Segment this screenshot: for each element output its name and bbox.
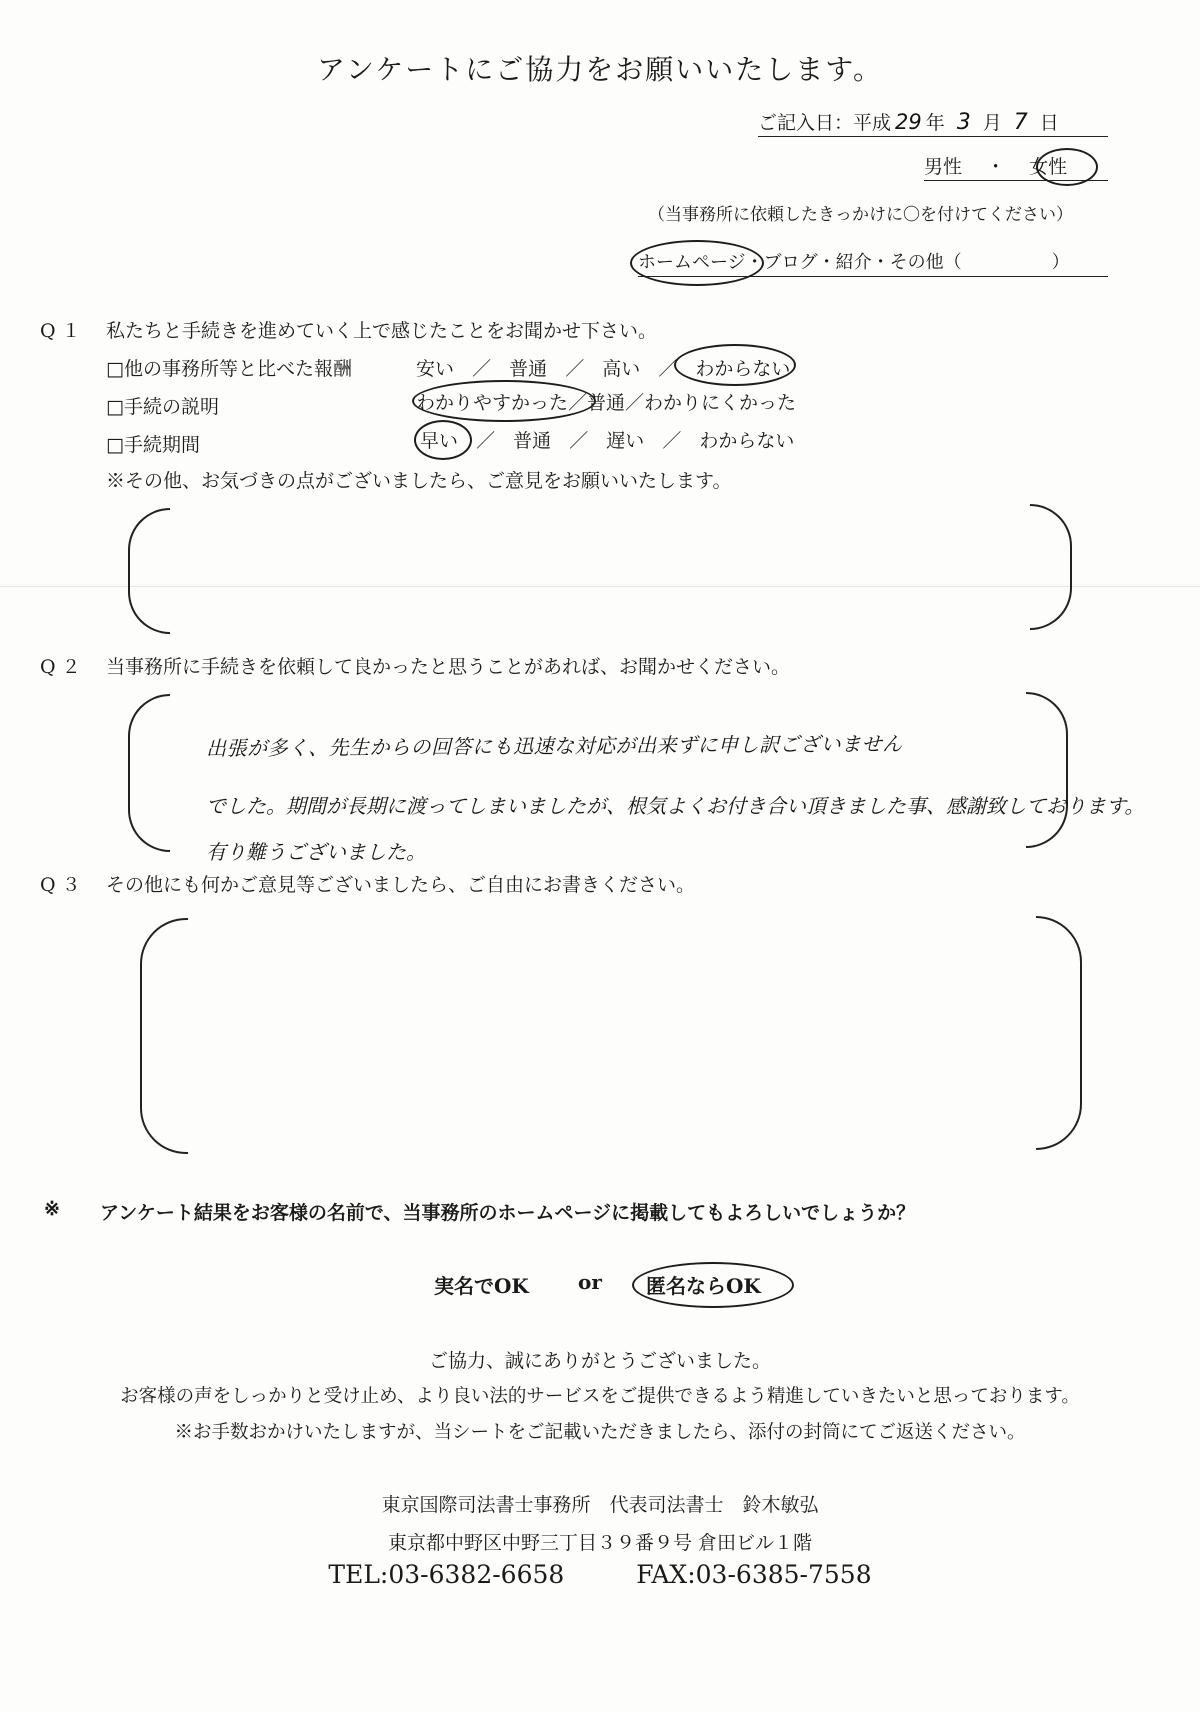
q3-question: その他にも何かご意見等ございましたら、ご自由にお書きください。 (106, 874, 696, 896)
office-tel: TEL:03-6382-6658 (328, 1560, 565, 1589)
office-contact (0, 1560, 1200, 1589)
q2-answer-bracket-right (1026, 692, 1068, 848)
q3-answer-bracket-left (140, 918, 188, 1154)
trigger-instruction: （当事務所に依頼したきっかけに〇を付けてください） (648, 205, 1073, 225)
q1-number: Q１ (40, 320, 87, 342)
option-expensive[interactable]: 高い (602, 358, 641, 380)
thanks-line-1: ご協力、誠にありがとうございました。 (428, 1350, 771, 1372)
gender-female[interactable]: 女性 (1029, 156, 1068, 178)
publish-question: アンケート結果をお客様の名前で、当事務所のホームページに掲載してもよろしいでしょうか？ (100, 1202, 916, 1224)
selection-circle (632, 1262, 794, 1308)
selection-circle (414, 420, 472, 460)
option-normal[interactable]: 普通 (509, 358, 548, 380)
office-address: 東京都中野区中野三丁目３９番９号 倉田ビル１階 (387, 1532, 813, 1554)
date-label: ご記入日：平成 (758, 112, 892, 134)
q3-number: Q３ (40, 874, 87, 896)
date-month-value: 3 (956, 110, 971, 135)
thanks-line-3: ※お手数おかけいたしますが、当シートをご記載いただきましたら、添付の封筒にてご返送ください。 (174, 1422, 1026, 1443)
q2-answer-bracket-left (128, 694, 170, 852)
q2-answer-line-1[interactable]: 出張が多く、先生からの回答にも迅速な対応が出来ずに申し訳ございません (205, 731, 903, 761)
paper-fold-line (0, 586, 1200, 587)
q2-answer-line-2[interactable]: でした。期間が長期に渡ってしまいましたが、根気よくお付き合い頂きました事、感謝致しております。 (206, 794, 1145, 818)
option-separator: ／ (658, 358, 678, 380)
option-separator: ／ (472, 358, 492, 380)
option-real-name-ok[interactable]: 実名でOK (434, 1274, 529, 1298)
month-label: 月 (982, 112, 1002, 134)
option-hard-to-understand[interactable]: わかりにくかった (644, 392, 797, 414)
office-fax: FAX:03-6385-7558 (636, 1560, 872, 1589)
year-label: 年 (925, 112, 945, 134)
date-day-value: 7 (1013, 110, 1028, 135)
gender-male[interactable]: 男性 (924, 156, 963, 178)
option-easy-to-understand[interactable]: わかりやすかった (416, 392, 569, 414)
q1-answer-bracket-right (1030, 504, 1072, 630)
thanks-line-2: お客様の声をしっかりと受け止め、より良い法的サービスをご提供できるよう精進していきたいと思っております。 (120, 1386, 1080, 1407)
q1-row-fee-label: □他の事務所等と比べた報酬 (106, 358, 352, 380)
option-anonymous-ok[interactable]: 匿名ならOK (646, 1274, 761, 1298)
q2-question: 当事務所に手続きを依頼して良かったと思うことがあれば、お聞かせください。 (106, 656, 791, 678)
selection-circle (630, 240, 764, 286)
option-unknown[interactable]: わからない (695, 358, 791, 380)
q1-note: ※その他、お気づきの点がございましたら、ご意見をお願いいたします。 (106, 470, 732, 492)
q1-row-duration-options (420, 426, 794, 453)
q2-number: Q２ (40, 656, 87, 678)
q2-answer-line-3[interactable]: 有り難うございました。 (206, 840, 426, 864)
selection-circle (1036, 148, 1098, 186)
option-separator: ／ (476, 430, 496, 452)
publish-mark: ※ (44, 1198, 60, 1220)
option-normal[interactable]: 普通 (513, 430, 552, 452)
gender-separator: ・ (986, 156, 1006, 178)
option-unknown[interactable]: わからない (699, 430, 795, 452)
option-slow[interactable]: 遅い (606, 430, 645, 452)
option-fast[interactable]: 早い (420, 430, 459, 452)
q1-question: 私たちと手続きを進めていく上で感じたことをお聞かせ下さい。 (106, 320, 658, 342)
option-cheap[interactable]: 安い (416, 358, 455, 380)
q3-answer-bracket-right (1036, 916, 1082, 1150)
or-label: or (578, 1270, 602, 1294)
option-separator: ／ (662, 430, 682, 452)
trigger-homepage[interactable]: ホームページ (638, 252, 746, 273)
survey-title: アンケートにご協力をお願いいたします。 (316, 53, 884, 86)
q1-answer-bracket-left (128, 508, 170, 634)
option-normal[interactable]: ／普通／ (568, 392, 645, 414)
option-separator: ／ (569, 430, 589, 452)
option-separator: ／ (565, 358, 585, 380)
q1-row-explanation-label: □手続の説明 (106, 396, 219, 418)
date-year-value: 29 (895, 110, 922, 134)
office-name: 東京国際司法書士事務所 代表司法書士 鈴木敏弘 (381, 1494, 819, 1516)
q1-row-duration-label: □手続期間 (106, 434, 200, 456)
selection-circle (412, 380, 596, 422)
entry-date-line (758, 108, 1108, 137)
day-label: 日 (1039, 112, 1059, 134)
trigger-other-options[interactable]: ・ブログ・紹介・その他（ ） (745, 252, 1070, 273)
selection-circle (674, 344, 796, 386)
